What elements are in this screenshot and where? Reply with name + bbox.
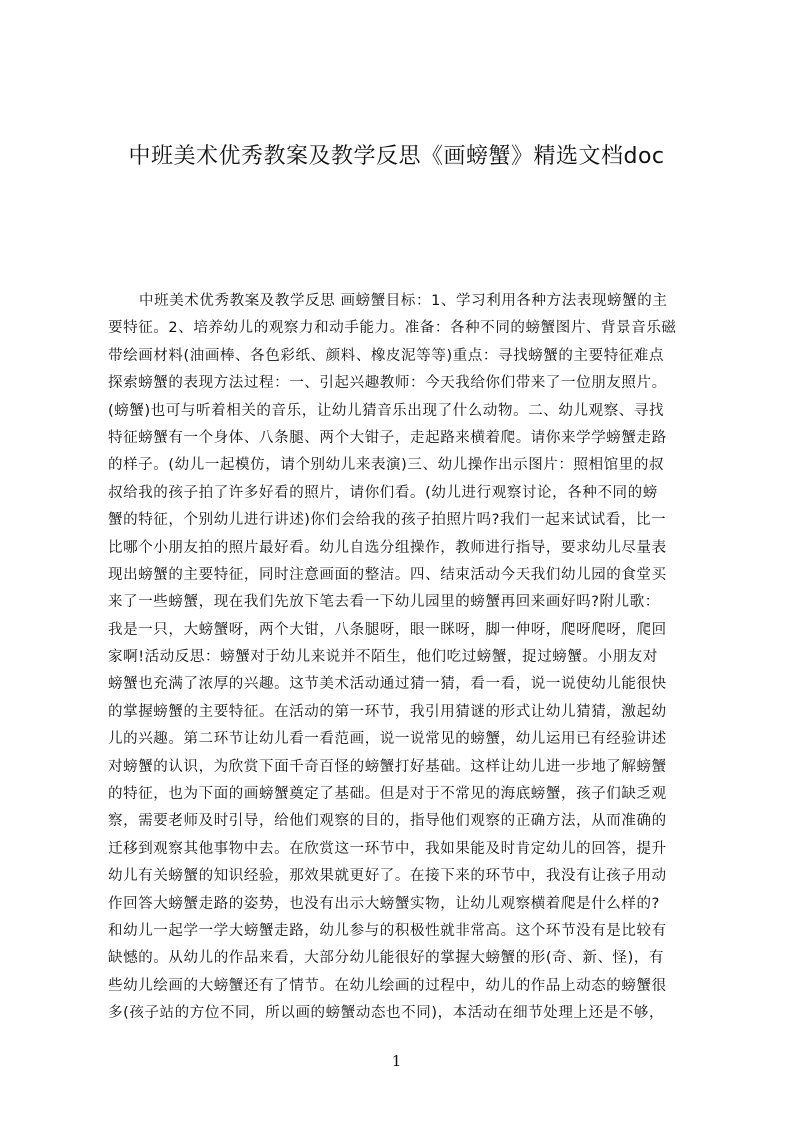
body-line: 我是一只，大螃蟹呀，两个大钳，八条腿呀，眼一眯呀，脚一伸呀，爬呀爬呀，爬回 xyxy=(108,621,667,638)
body-line: 来了一些螃蟹，现在我们先放下笔去看一下幼儿园里的螃蟹再回来画好吗?附儿歌： xyxy=(108,594,660,611)
body-line: 家啊!活动反思：螃蟹对于幼儿来说并不陌生，他们吃过螃蟹，捉过螃蟹。小朋友对 xyxy=(108,649,659,666)
body-line: 作回答大螃蟹走路的姿势，也没有出示大螃蟹实物，让幼儿观察横着爬是什么样的? xyxy=(108,895,660,912)
body-line: 现出螃蟹的主要特征，同时注意画面的整洁。四、结束活动今天我们幼儿园的食堂买 xyxy=(108,566,667,583)
body-line: 的特征，也为下面的画螃蟹奠定了基础。但是对于不常见的海底螃蟹，孩子们缺乏观 xyxy=(108,786,667,803)
body-line: 比哪个小朋友拍的照片最好看。幼儿自选分组操作，教师进行指导，要求幼儿尽量表 xyxy=(108,539,667,556)
body-line: 对螃蟹的认识，为欣赏下面千奇百怪的螃蟹打好基础。这样让幼儿进一步地了解螃蟹 xyxy=(108,758,667,775)
body-line: 探索螃蟹的表现方法过程：一、引起兴趣教师：今天我给你们带来了一位朋友照片。 xyxy=(108,375,667,392)
document-title: 中班美术优秀教案及教学反思《画螃蟹》精选文档doc xyxy=(128,144,665,169)
body-line: 察，需要老师及时引导，给他们观察的目的，指导他们观察的正确方法，从而准确的 xyxy=(108,813,667,830)
body-line: 迁移到观察其他事物中去。在欣赏这一环节中，我如果能及时肯定幼儿的回答，提升 xyxy=(108,840,667,857)
body-line: 中班美术优秀教案及教学反思 画螃蟹目标：1、学习利用各种方法表现螃蟹的主 xyxy=(139,293,668,309)
body-line: (螃蟹)也可与听着相关的音乐，让幼儿猜音乐出现了什么动物。二、幼儿观察、寻找 xyxy=(108,402,665,419)
body-line: 缺憾的。从幼儿的作品来看，大部分幼儿能很好的掌握大螃蟹的形(奇、新、怪)，有 xyxy=(108,950,665,967)
body-line: 带绘画材料(油画棒、各色彩纸、颜料、橡皮泥等等)重点：寻找螃蟹的主要特征难点 xyxy=(108,347,665,364)
page-number: 1 xyxy=(391,1052,402,1070)
body-line: 特征螃蟹有一个身体、八条腿、两个大钳子，走起路来横着爬。请你来学学螃蟹走路 xyxy=(108,429,667,446)
body-line: 的样子。(幼儿一起模仿，请个别幼儿来表演)三、幼儿操作出示图片：照相馆里的叔 xyxy=(108,457,665,474)
body-line: 蟹的特征，个别幼儿进行讲述)你们会给我的孩子拍照片吗?我们一起来试试看，比一 xyxy=(108,512,667,529)
body-line: 些幼儿绘画的大螃蟹还有了情节。在幼儿绘画的过程中，幼儿的作品上动态的螃蟹很 xyxy=(108,977,667,994)
body-line: 幼儿有关螃蟹的知识经验，那效果就更好了。在接下来的环节中，我没有让孩子用动 xyxy=(108,868,667,885)
body-line: 和幼儿一起学一学大螃蟹走路，幼儿参与的积极性就非常高。这个环节没有是比较有 xyxy=(108,922,667,939)
document-body xyxy=(108,288,700,1028)
body-line: 的掌握螃蟹的主要特征。在活动的第一环节，我引用猜谜的形式让幼儿猜猜，激起幼 xyxy=(108,703,667,720)
body-line: 叔给我的孩子拍了许多好看的照片，请你们看。(幼儿进行观察讨论，各种不同的螃 xyxy=(108,484,658,501)
body-line: 要特征。2、培养幼儿的观察力和动手能力。准备：各种不同的螃蟹图片、背景音乐磁 xyxy=(108,320,677,337)
body-line: 多(孩子站的方位不同，所以画的螃蟹动态也不同)，本活动在细节处理上还是不够， xyxy=(108,1005,665,1022)
body-line: 螃蟹也充满了浓厚的兴趣。这节美术活动通过猜一猜，看一看，说一说使幼儿能很快 xyxy=(108,676,667,693)
body-line: 儿的兴趣。第二环节让幼儿看一看范画，说一说常见的螃蟹，幼儿运用已有经验讲述 xyxy=(108,731,667,748)
